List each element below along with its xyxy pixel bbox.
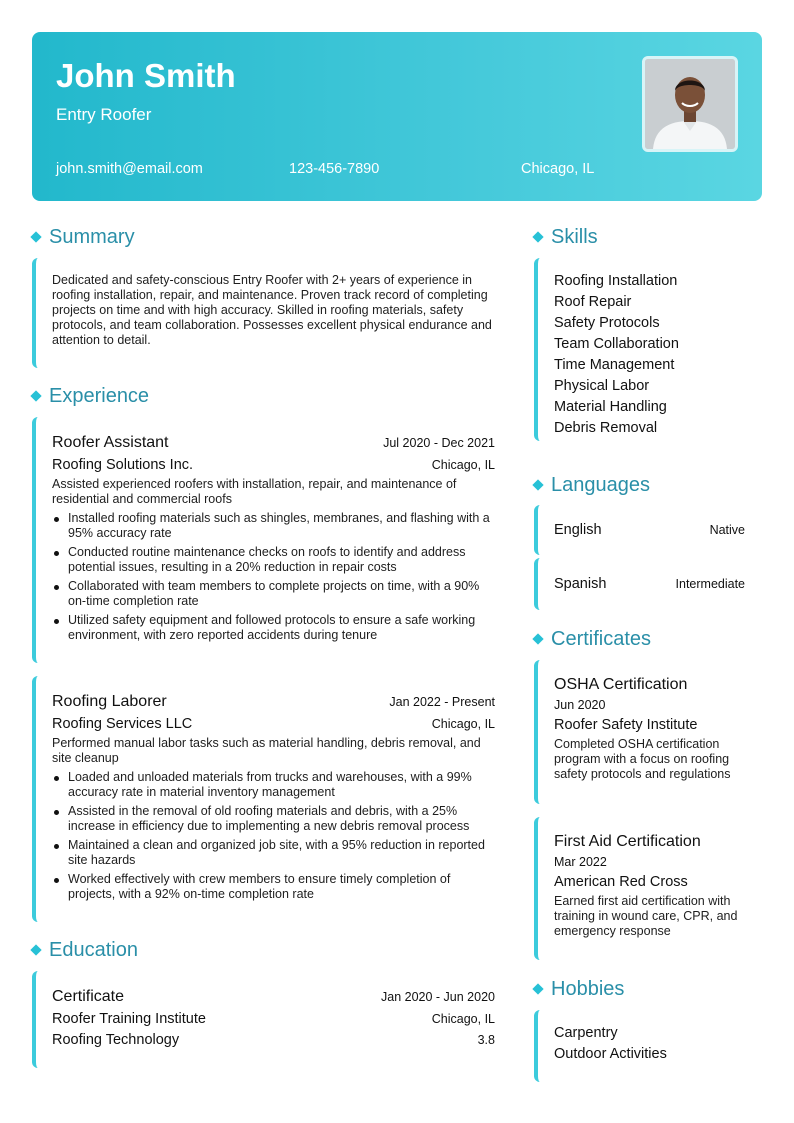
job-location: Chicago, IL (431, 458, 495, 472)
section-title-languages-label: Languages (551, 474, 650, 496)
diamond-icon (532, 983, 543, 994)
section-title-skills-label: Skills (551, 226, 598, 248)
certificate-issuer: American Red Cross (554, 874, 688, 890)
language-level: Intermediate (675, 577, 745, 591)
diamond-icon (30, 231, 41, 242)
education-dates: Jan 2020 - Jun 2020 (381, 990, 495, 1004)
skill-item: Time Management (554, 357, 675, 373)
language-name: Spanish (554, 576, 607, 592)
section-title-summary-label: Summary (49, 226, 135, 248)
section-title-languages (533, 473, 650, 497)
language-name: English (554, 522, 602, 538)
job-bullets (52, 770, 495, 902)
skill-item: Material Handling (554, 399, 667, 415)
language-item (534, 505, 746, 555)
skill-item: Physical Labor (554, 378, 650, 394)
section-title-experience-label: Experience (49, 385, 150, 407)
certificate-date: Mar 2022 (554, 855, 607, 869)
language-level: Native (709, 523, 745, 537)
section-title-certificates-label: Certificates (551, 628, 652, 650)
profile-photo-image (645, 59, 735, 149)
job-bullet: Maintained a clean and organized job site, with a 95% reduction in reported site hazards (52, 838, 495, 868)
job-bullet: Collaborated with team members to complete projects on time, with a 90% on-time completion rate (52, 579, 495, 609)
section-title-education-label: Education (49, 939, 138, 961)
certificate-item (534, 660, 746, 804)
skill-item: Safety Protocols (554, 315, 660, 331)
job-bullet: Worked effectively with crew members to ensure timely completion of projects, with a 92% on-time completion rate (52, 872, 495, 902)
skill-item: Team Collaboration (554, 336, 679, 352)
certificate-item (534, 817, 746, 960)
section-title-hobbies-label: Hobbies (551, 978, 625, 1000)
section-title-summary (31, 225, 135, 249)
resume-header (32, 32, 762, 201)
certificate-description: Earned first aid certification with training in wound care, CPR, and emergency response (554, 894, 738, 938)
candidate-name: John Smith (56, 57, 236, 94)
certificate-name: First Aid Certification (554, 833, 701, 850)
job-description: Assisted experienced roofers with installation, repair, and maintenance of residential and commercial roofs (52, 477, 457, 506)
job-bullet: Conducted routine maintenance checks on roofs to identify and address potential issues, resulting in a 20% reduction in repair costs (52, 545, 495, 575)
job-bullet: Installed roofing materials such as shingles, membranes, and flashing with a 95% accuracy rate (52, 511, 495, 541)
skills-block (534, 258, 746, 441)
job-title: Roofer Assistant (52, 434, 169, 451)
education-degree: Certificate (52, 988, 125, 1005)
contact-phone[interactable]: 123-456-7890 (289, 161, 380, 177)
job-dates: Jul 2020 - Dec 2021 (383, 436, 495, 450)
section-title-certificates (533, 627, 651, 651)
experience-item (32, 417, 495, 663)
certificate-name: OSHA Certification (554, 676, 688, 693)
section-title-education (31, 938, 138, 962)
hobby-item: Outdoor Activities (554, 1046, 667, 1062)
job-bullet: Loaded and unloaded materials from trucks and warehouses, with a 99% accuracy rate in material inventory management (52, 770, 495, 800)
skill-item: Roofing Installation (554, 273, 678, 289)
profile-photo (642, 56, 738, 152)
diamond-icon (30, 390, 41, 401)
section-title-experience (31, 384, 149, 408)
diamond-icon (532, 479, 543, 490)
hobby-item: Carpentry (554, 1025, 618, 1041)
job-description: Performed manual labor tasks such as material handling, debris removal, and site cleanup (52, 736, 481, 765)
diamond-icon (30, 944, 41, 955)
summary-block (32, 258, 495, 368)
diamond-icon (532, 633, 543, 644)
summary-text: Dedicated and safety-conscious Entry Roofer with 2+ years of experience in roofing installation, repair, and maintenance. Proven track record of completing projects on time and with high accuracy. Skilled in roofing materials, safety protocols, and team collaboration. Possesses excellent physical endurance and attention to detail. (52, 273, 492, 347)
job-title: Roofing Laborer (52, 693, 167, 710)
experience-item (32, 676, 495, 922)
job-location: Chicago, IL (431, 717, 495, 731)
job-bullet: Utilized safety equipment and followed protocols to ensure a safe working environment, with zero reported accidents during tenure (52, 613, 495, 643)
candidate-role: Entry Roofer (56, 105, 152, 124)
certificate-issuer: Roofer Safety Institute (554, 717, 698, 733)
section-title-skills (533, 225, 598, 249)
education-location: Chicago, IL (431, 1012, 495, 1026)
contact-email[interactable]: john.smith@email.com (56, 161, 203, 177)
contact-location: Chicago, IL (521, 161, 595, 177)
job-bullet: Assisted in the removal of old roofing materials and debris, with a 25% increase in efficiency due to implementing a new debris removal process (52, 804, 495, 834)
section-title-hobbies (533, 977, 624, 1001)
diamond-icon (532, 231, 543, 242)
education-block (32, 971, 495, 1068)
job-dates: Jan 2022 - Present (389, 695, 495, 709)
education-school: Roofer Training Institute (52, 1011, 206, 1027)
job-company: Roofing Services LLC (52, 716, 193, 732)
education-field: Roofing Technology (52, 1032, 180, 1048)
certificate-description: Completed OSHA certification program with a focus on roofing safety protocols and regulations (554, 737, 731, 781)
hobbies-block (534, 1010, 746, 1082)
certificate-date: Jun 2020 (554, 698, 606, 712)
skill-item: Debris Removal (554, 420, 658, 436)
education-gpa: 3.8 (477, 1033, 495, 1047)
language-item (534, 558, 746, 610)
job-company: Roofing Solutions Inc. (52, 457, 194, 473)
job-bullets (52, 511, 495, 643)
skill-item: Roof Repair (554, 294, 632, 310)
